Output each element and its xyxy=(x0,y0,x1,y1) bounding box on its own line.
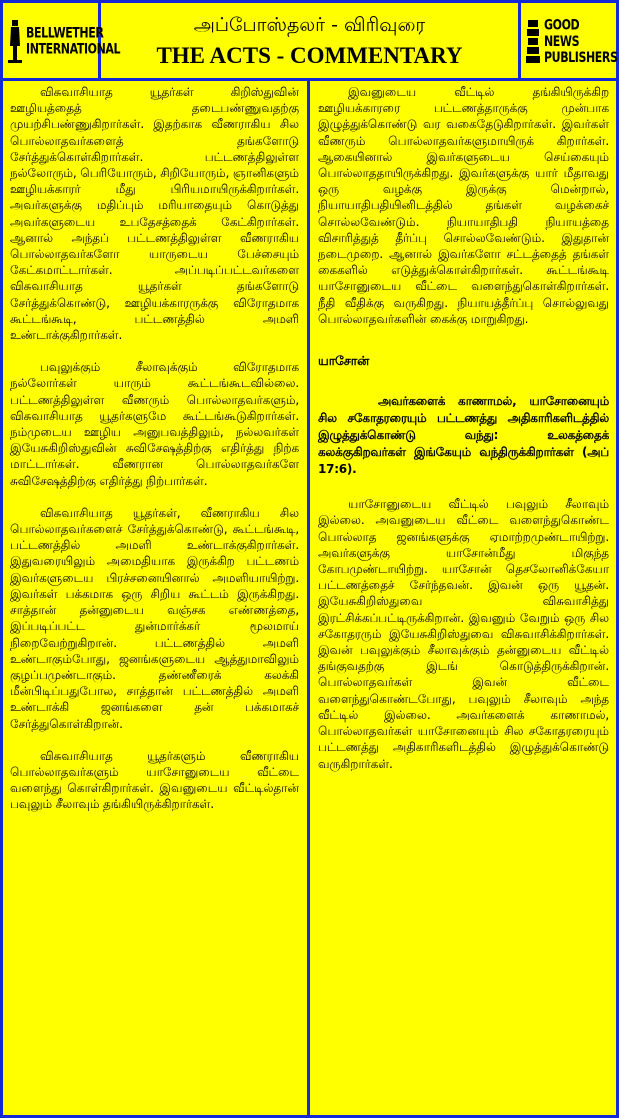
section-heading: யாசோன் xyxy=(318,353,369,369)
right-paragraph-2: யாசோனுடைய வீட்டில் பவுலும் சீலாவும் இல்லை. அவனுடைய வீட்டை வளைந்துகொண்ட பொல்லாத ஜனங்களுக்கு ஏமாற்றமுண்டாயிற்று. அவர்களுக்கு யாசோன்மீது மிகுந்த கோபமுண்டாயிற்று. யாசோன் தெசலோனிக்கேயா பட்டணத்தைச் சேர்ந்தவன். இவன் ஒரு யூதன். இயேசுகிறிஸ்துவை விசுவாசித்து இரட்சிக்கப்பட்டிருக்கிறான். இவனும் வேறும் ஒரு சில சகோதரரும் இயேசுகிறிஸ்துவை விசுவாசிக்கிறார்கள். இவன் பவுலுக்கும் சீலாவுக்கும் தன்னுடைய வீட்டில் தங்குவதற்கு இடங் கொடுத்திருக்கிறான். பொல்லாதவர்கள் இவன் வீட்டை வளைந்துகொண்டபோது, பவுலும் சீலாவும் அந்த வீட்டில் இல்லை. அவர்களைக் காணாமல், பொல்லாதவர்கள் யாசோனையும் சில சகோதரரையும் பட்டணத்து அதிகாரிகளிடத்தில் இழுத்துக்கொண்டு வருகிறார்கள். xyxy=(318,497,609,771)
left-column xyxy=(10,84,299,813)
left-paragraph-2: பவுலுக்கும் சீலாவுக்கும் விரோதமாக நல்லோர்கள் யாரும் கூட்டங்கூடவில்லை. பட்டணத்திலுள்ள வீணரும் பொல்லாதவர்களும், விசுவாசியாத யூதர்களுமே கூட்டங்கூடுகிறார்கள். நம்முடைய ஊழிய அனுபவத்திலும், நல்லவர்கள் இயேசுகிறிஸ்துவின் சுவிசேஷத்திற்கு எதிர்த்து நிற்க மாட்டார்கள். வீணரான பொல்லாதவர்களே சுவிசேஷத்திற்கு எதிர்த்து நிற்பார்கள். xyxy=(10,360,299,488)
book-stack-icon xyxy=(525,18,541,64)
page-title-english: THE ACTS - COMMENTARY xyxy=(156,43,463,68)
bellwether-figure-icon xyxy=(7,18,23,64)
bellwether-logo xyxy=(3,3,121,78)
left-paragraph-3: விசுவாசியாத யூதர்கள், வீணராகிய சில பொல்லாதவர்களைச் சேர்த்துக்கொண்டு, கூட்டங்கூடி, பட்டணத்தில் அமளி உண்டாக்குகிறார்கள். இதுவரையிலும் அமைதியாக இருக்கிற பட்டணம் இவர்களுடைய பிரச்சனையினால் அமளியாயிற்று. இவர்கள் பக்கமாக ஒரு சிறிய கூட்டம் இருக்கிறது. சாத்தான் தன்னுடைய வஞ்சக எண்ணத்தை, இப்படிப்பட்ட துன்மார்க்கர் மூலமாய் நிறைவேற்றுகிறான். பட்டணத்தில் அமளி உண்டாகும்போது, ஜனங்களுடைய ஆத்துமாவிலும் குழப்பமுண்டாகும். தண்ணீரைக் கலக்கி மீன்பிடிப்பதுபோல, சாத்தான் பட்டணத்தில் அமளி உண்டாக்கி ஜனங்களை தன் பக்கமாகச் சேர்த்துகொள்கிறான். xyxy=(10,505,299,731)
header xyxy=(3,3,616,81)
good-news-logo-text xyxy=(544,17,618,66)
bellwether-logo-line2: INTERNATIONAL xyxy=(26,41,121,58)
good-news-logo xyxy=(518,3,616,78)
bellwether-logo-line1: BELLWETHER xyxy=(26,24,104,41)
left-paragraph-1: விசுவாசியாத யூதர்கள் கிறிஸ்துவின் ஊழியத்தைத் தடைபண்ணுவதற்கு முயற்சிபண்ணுகிறார்கள். இதற்காக வீணராகிய சில பொல்லாதவர்களைத் தங்களோடு சேர்த்துக்கொள்கிறார்கள். பட்டணத்திலுள்ள நல்லோரும், பெரியோரும், சிறியோரும், ஞானிகளும் ஊழியக்காரர் மீது பிரியமாயிருக்கிறார்கள். அவர்களுக்கு மதிப்பும் மரியாதையும் கொடுத்து அவர்களுடைய உபதேசத்தைக் கேட்கிறார்கள். ஆனால் அந்தப் பட்டணத்திலுள்ள வீணராகிய பொல்லாதவர்களோ யாருடைய பேச்சையும் கேட்கமாட்டார்கள். அப்படிப்பட்டவர்களை விசுவாசியாத யூதர்கள் தங்களோடு சேர்த்துக்கொண்டு, ஊழியக்காரருக்கு விரோதமாக கூட்டங்கூடி, பட்டணத்தில் அமளி உண்டாக்குகிறார்கள். xyxy=(10,85,299,343)
page-title-tamil: அப்போஸ்தலர் - விரிவுரை xyxy=(193,14,426,36)
left-paragraph-4: விசுவாசியாத யூதர்களும் வீணராகிய பொல்லாதவர்களும் யாசோனுடைய வீட்டை வளைந்து கொள்கிறார்கள். இவனுடைய வீட்டில்தான் பவுலும் சீலாவும் தங்கியிருக்கிறார்கள். xyxy=(10,748,299,812)
good-news-logo-line1: GOOD NEWS xyxy=(544,16,580,50)
column-divider xyxy=(307,78,310,1115)
right-column xyxy=(318,84,609,772)
title-area xyxy=(101,3,518,78)
good-news-logo-line2: PUBLISHERS xyxy=(544,49,618,66)
right-paragraph-1: இவனுடைய வீட்டில் தங்கியிருக்கிற ஊழியக்காரரை பட்டணத்தாருக்கு முன்பாக இழுத்துக்கொண்டு வர வகைதேடுகிறார்கள். இவர்கள் வீணரும் பொல்லாதவர்களுமாயிருக் கிறார்கள். ஆகையினால் இவர்களுடைய செய்கையும் பொல்லாததாயிருக்கிறது. இவர்களுக்கு யார் மீதாவது ஒரு வழக்கு இருக்கு மென்றால், நியாயாதிபதியினிடத்தில் தங்கள் வழக்கைச் சொல்லவேண்டும். நியாயாதிபதி நியாயத்தை விசாரித்துத் தீர்ப்பு சொல்லவேண்டும். இதுதான் நடைமுறை. ஆனால் இவர்களோ சட்டத்தைத் தங்கள் கைகளில் எடுத்துக்கொள்கிறார்கள். கூட்டங்கூடி யாசோனுடைய வீட்டை வளைந்துகொள்கிறார்கள். நீதி வீதிக்கு வருகிறது. நியாயத்தீர்ப்பு சொல்லுவது பொல்லாதவர்களின் கைக்கு மாறுகிறது. xyxy=(318,85,609,326)
scripture-quote: அவர்களைக் காணாமல், யாசோனையும் சில சகோதரரையும் பட்டணத்து அதிகாரிகளிடத்தில் இழுத்துக்கொண்டு வந்து: உலகத்தைக் கலக்குகிறவர்கள் இங்கேயும் வந்திருக்கிறார்கள் (அப் 17:6). xyxy=(318,394,609,477)
